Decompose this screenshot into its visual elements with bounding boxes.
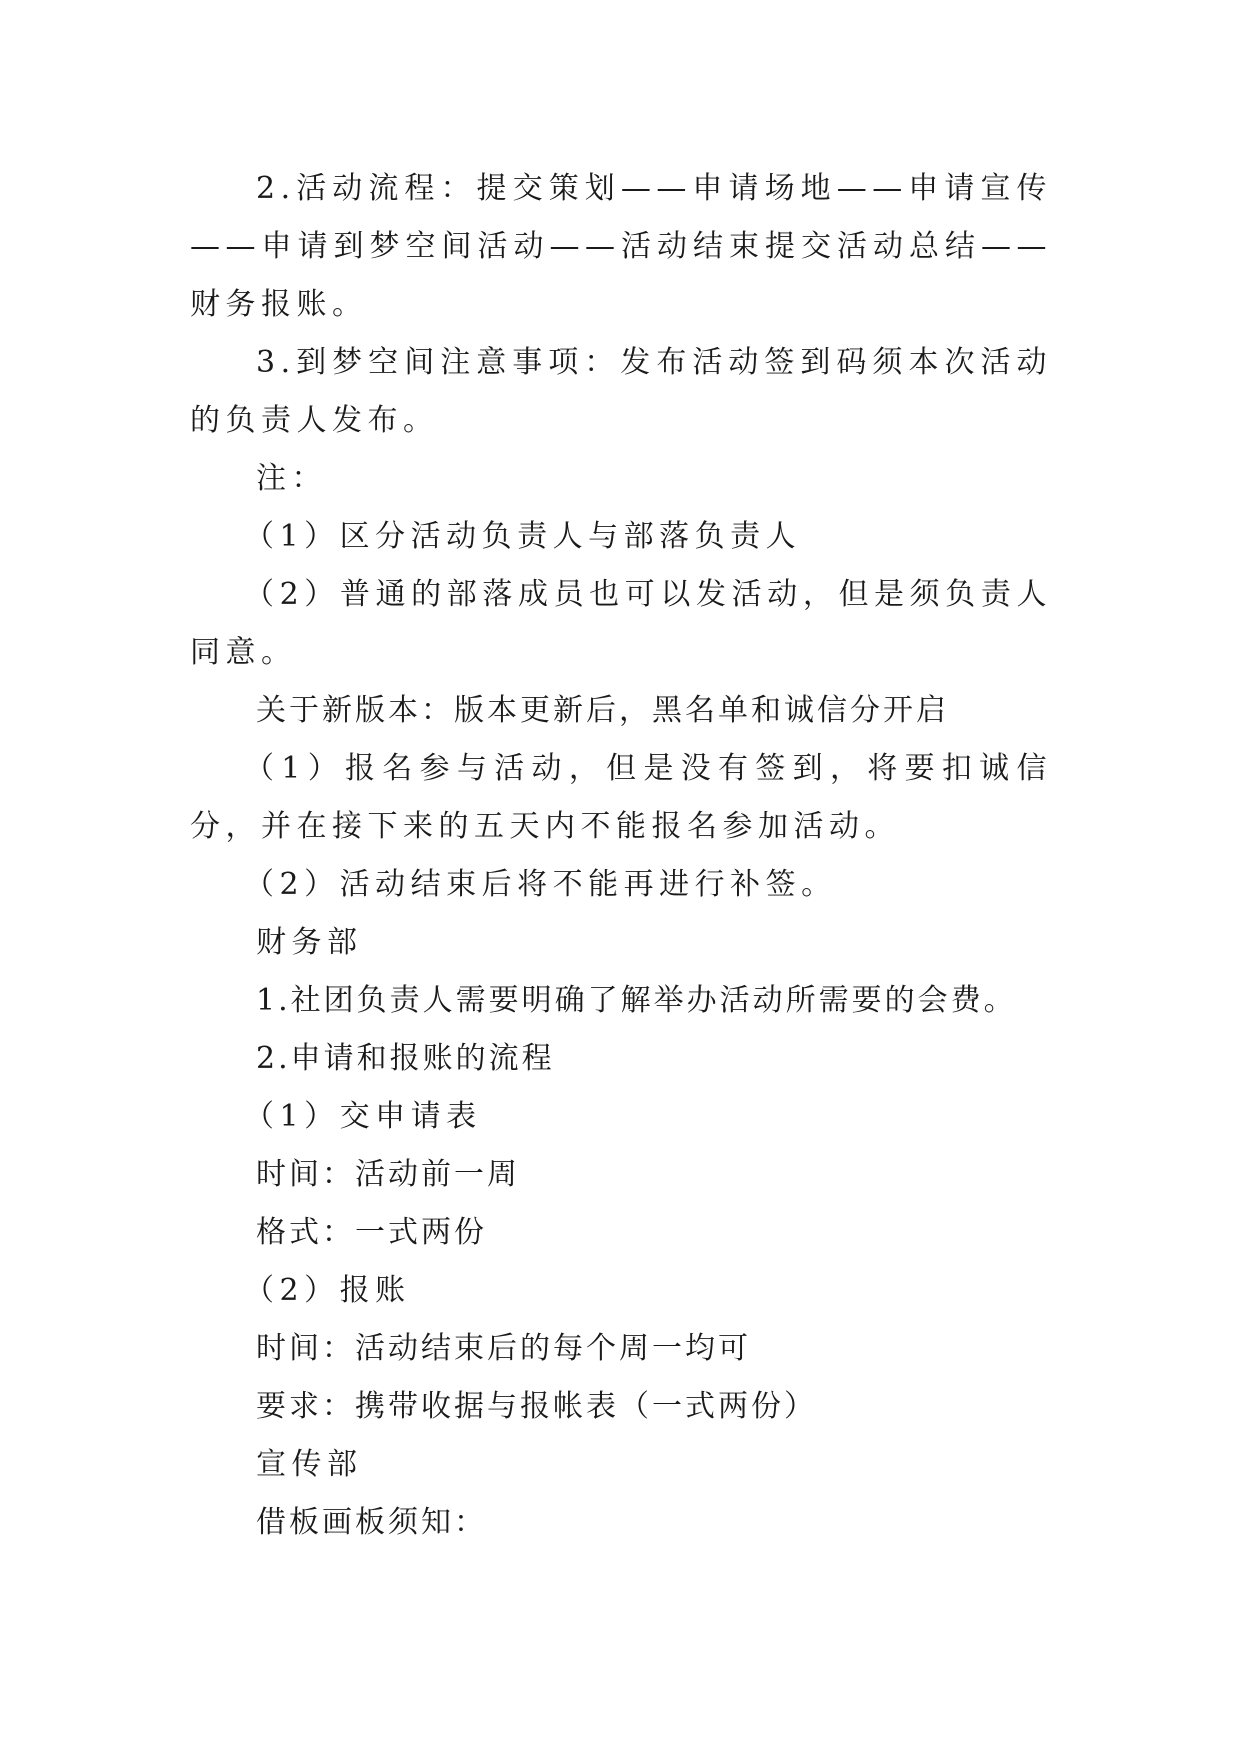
paragraph-form-format: 格式：一式两份 (256, 1215, 487, 1250)
paragraph-reimbursement-requirement: 要求：携带收据与报帐表（一式两份） (256, 1389, 817, 1424)
paragraph-note-2: （2）普通的部落成员也可以发活动，但是须负责人同意。 (190, 577, 1052, 670)
paragraph-reimbursement-time: 时间：活动结束后的每个周一均可 (256, 1331, 751, 1366)
paragraph-board-borrowing: 借板画板须知： (256, 1505, 487, 1540)
paragraph-note-heading: 注： (256, 461, 327, 496)
paragraph-finance-2: 2.申请和报账的流程 (256, 1041, 555, 1076)
paragraph-submit-form: （1）交申请表 (244, 1099, 482, 1134)
paragraph-activity-process: 2.活动流程：提交策划——申请场地——申请宣传——申请到梦空间活动——活动结束提交活动总结——财务报账。 (190, 171, 1052, 322)
paragraph-finance-1: 1.社团负责人需要明确了解举办活动所需要的会费。 (256, 983, 1017, 1018)
paragraph-note-1: （1）区分活动负责人与部落负责人 (244, 519, 802, 554)
paragraph-version-2: （2）活动结束后将不能再进行补签。 (244, 867, 837, 902)
heading-finance-dept: 财务部 (256, 925, 363, 960)
paragraph-reimbursement: （2）报账 (244, 1273, 411, 1308)
paragraph-new-version: 关于新版本：版本更新后，黑名单和诚信分开启 (256, 693, 949, 728)
paragraph-form-time: 时间：活动前一周 (256, 1157, 520, 1192)
document-body (190, 160, 1052, 1552)
heading-publicity-dept: 宣传部 (256, 1447, 363, 1482)
paragraph-dream-space-notes: 3.到梦空间注意事项：发布活动签到码须本次活动的负责人发布。 (190, 345, 1052, 438)
paragraph-version-1: （1）报名参与活动，但是没有签到，将要扣诚信分，并在接下来的五天内不能报名参加活动。 (190, 751, 1052, 844)
